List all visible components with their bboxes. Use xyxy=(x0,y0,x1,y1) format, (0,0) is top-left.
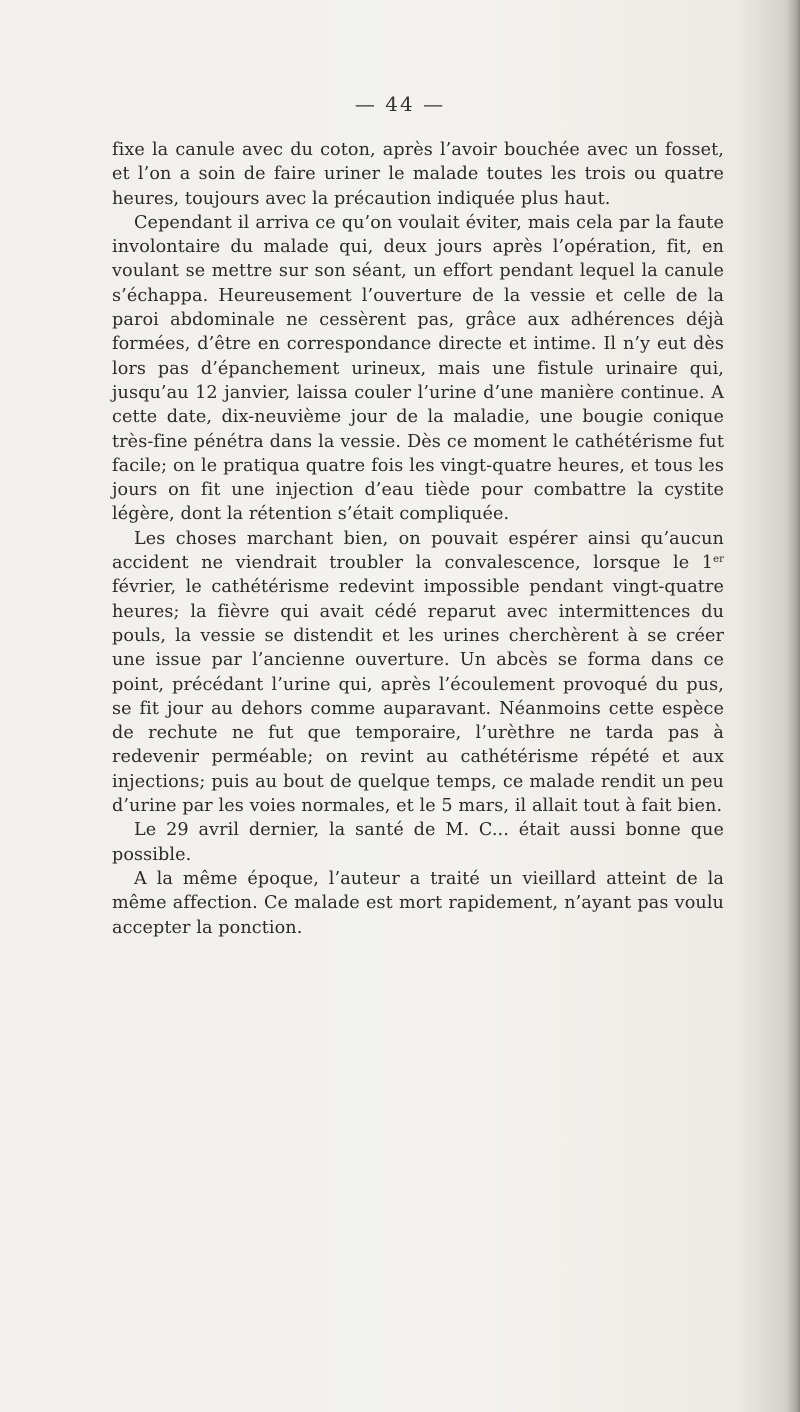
page-edge-shadow xyxy=(786,0,800,1412)
page-number: — 44 — xyxy=(354,92,446,116)
paragraph-1: fixe la canule avec du coton, après l’avoir bouchée avec un fosset, et l’on a soin de faire uriner le malade toutes les trois ou quatre heures, toujours avec la précaution indiquée plus haut. xyxy=(112,140,724,209)
paragraph-3 xyxy=(112,527,724,819)
paragraph-2: Cependant il arriva ce qu’on voulait éviter, mais cela par la faute involontaire du malade qui, deux jours après l’opération, fit, en voulant se mettre sur son séant, un effort pendant lequel la canule s’échappa. Heureusement l’ouverture de la vessie et celle de la paroi abdominale ne cessèrent pas, grâce aux adhérences déjà formées, d’être en correspondance directe et intime. Il n’y eut dès lors pas d’épanchement urineux, mais une fistule urinaire qui, jusqu’au 12 janvier, laissa couler l’urine d’une manière continue. A cette date, dix-neuvième jour de la maladie, une bougie conique très-fine pénétra dans la vessie. Dès ce moment le cathétérisme fut facile; on le pratiqua quatre fois les vingt-quatre heures, et tous les jours on fit une injection d’eau tiède pour combattre la cystite légère, dont la rétention s’était compliquée. xyxy=(112,212,724,525)
ordinal-superscript: er xyxy=(713,554,724,566)
paragraph-3-start: Les choses marchant bien, on pouvait espérer ainsi qu’aucun accident ne viendrait troubler la convalescence, lorsque le 1 xyxy=(112,528,724,574)
paragraph-4: Le 29 avril dernier, la santé de M. C... était aussi bonne que possible. xyxy=(112,820,724,865)
paragraph-5: A la même époque, l’auteur a traité un vieillard atteint de la même affection. Ce malade est mort rapidement, n’ayant pas voulu accepter la ponction. xyxy=(112,868,724,938)
body-text xyxy=(112,138,724,940)
paragraph-3-end: février, le cathétérisme redevint impossible pendant vingt-quatre heures; la fièvre qui avait cédé reparut avec intermittences du pouls, la vessie se distendit et les urines cherchèrent à se créer une issue par l’ancienne ouverture. Un abcès se forma dans ce point, précédant l’urine qui, après l’écoulement provoqué du pus, se fit jour au dehors comme auparavant. Néanmoins cette espèce de rechute ne fut que temporaire, l’urèthre ne tarda pas à redevenir perméable; on revint au cathétérisme répété et aux injections; puis au bout de quelque temps, ce malade rendit un peu d’urine par les voies normales, et le 5 mars, il allait tout à fait bien. xyxy=(112,577,724,817)
